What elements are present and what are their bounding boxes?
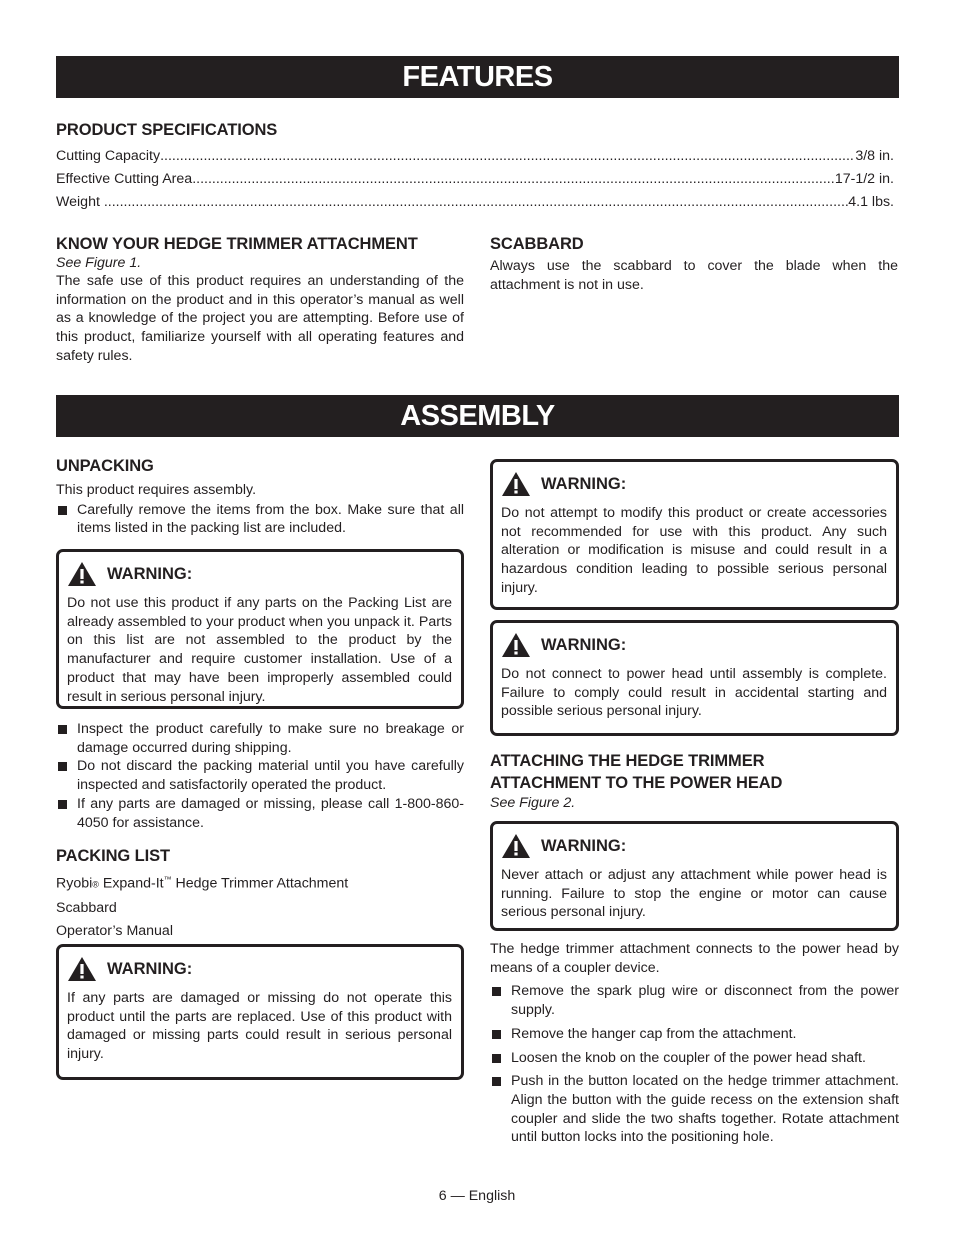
spec-label: Cutting Capacity [56, 148, 161, 164]
scabbard-body: Always use the scabbard to cover the blade when the attachment is not in use. [490, 258, 898, 293]
list-item: Remove the hanger cap from the attachment. [490, 1025, 899, 1044]
list-item: Remove the spark plug wire or disconnect from the power supply. [490, 982, 899, 1019]
warning-title: WARNING: [107, 959, 193, 978]
packing-item-trimmer [56, 871, 464, 894]
attaching-heading-line2: ATTACHMENT TO THE POWER HEAD [490, 774, 783, 792]
packing-item-scabbard: Scabbard [56, 899, 117, 916]
spec-value: 3/8 in. [855, 148, 894, 164]
spec-value: 17-1/2 in. [834, 171, 894, 187]
packing-list-section [56, 847, 464, 941]
unpacking-list-1 [56, 501, 464, 538]
attaching-list [490, 982, 899, 1147]
packing-list-heading: PACKING LIST [56, 847, 170, 865]
unpacking-intro: This product requires assembly. [56, 482, 257, 498]
trademark-mark: ™ [163, 875, 172, 884]
unpacking-list-2-wrap [56, 720, 464, 832]
list-item: Inspect the product carefully to make sure no breakage or damage occurred during shipping. [56, 720, 464, 757]
warning-title: WARNING: [541, 635, 627, 654]
spec-label: Weight [56, 194, 104, 210]
warning-header [67, 955, 452, 983]
scabbard-section [490, 235, 898, 294]
warning-triangle-icon [67, 561, 97, 587]
warning-body: Do not attempt to modify this product or create accessories not recommended for use with this product. Any such alteration or modification is misuse and could result in a hazardous condition leading to possible serious personal injury. [501, 505, 887, 596]
warning-box-modify [490, 459, 899, 610]
attaching-heading [490, 750, 899, 794]
warning-body: If any parts are damaged or missing do not operate this product until the parts are replaced. Use of this product with damaged or missing parts could result in serious personal injury. [67, 990, 452, 1063]
warning-header [501, 832, 887, 860]
attaching-heading-line1: ATTACHING THE HEDGE TRIMMER [490, 752, 765, 770]
warning-title: WARNING: [541, 474, 627, 493]
features-banner: FEATURES [56, 56, 899, 98]
page-footer: 6 — English [438, 1188, 516, 1204]
spec-row-cutting-capacity [56, 147, 894, 165]
leader-dots [160, 147, 855, 165]
registered-mark: ® [92, 879, 99, 890]
spec-value: 4.1 lbs. [848, 194, 894, 210]
warning-header [501, 631, 887, 659]
unpacking-section [56, 457, 464, 538]
packing-item-manual: Operator’s Manual [56, 923, 173, 940]
see-figure-2: See Figure 2. [490, 795, 576, 811]
attaching-steps [490, 940, 899, 1147]
product-name-suffix: Hedge Trimmer Attachment [171, 875, 349, 892]
scabbard-heading: SCABBARD [490, 235, 584, 253]
know-your-attachment-section [56, 235, 464, 366]
list-item: Do not discard the packing material until you have carefully inspected and satisfactorily operated the product. [56, 757, 464, 794]
assembly-banner: ASSEMBLY [56, 395, 899, 437]
list-item: Carefully remove the items from the box. Make sure that all items listed in the packing list are included. [56, 501, 464, 538]
spec-row-effective-cutting-area [56, 170, 894, 188]
list-item: If any parts are damaged or missing, please call 1-800-860-4050 for assistance. [56, 795, 464, 832]
brand-name: Ryobi [56, 875, 93, 892]
product-specifications-heading: PRODUCT SPECIFICATIONS [56, 121, 278, 139]
warning-triangle-icon [501, 833, 531, 859]
warning-header [67, 560, 452, 588]
see-figure-1: See Figure 1. [56, 255, 142, 271]
warning-body: Never attach or adjust any attachment while power head is running. Failure to stop the engine or motor can cause serious personal injury. [501, 867, 887, 921]
warning-header [501, 470, 887, 498]
warning-body: Do not use this product if any parts on the Packing List are already assembled to your product when you unpack it. Parts on this list are not assembled to the product by the manufacturer and require customer installation. Use of a product that may have been improperly assembled could result in serious personal injury. [67, 595, 452, 705]
know-your-attachment-body: The safe use of this product requires an understanding of the information on the product and in this operator’s manual as well as a knowledge of the project you are attempting. Before use of this product, familiarize yourself with all operating features and safety rules. [56, 273, 464, 364]
warning-triangle-icon [501, 471, 531, 497]
warning-box-packing-list [56, 549, 464, 709]
warning-box-attach [490, 821, 899, 931]
attaching-intro: The hedge trimmer attachment connects to the power head by means of a coupler device. [490, 941, 899, 976]
unpacking-heading: UNPACKING [56, 457, 154, 475]
warning-triangle-icon [501, 632, 531, 658]
list-item: Loosen the knob on the coupler of the power head shaft. [490, 1049, 899, 1068]
warning-box-connect [490, 620, 899, 736]
unpacking-list-2 [56, 720, 464, 832]
warning-title: WARNING: [107, 564, 193, 583]
warning-box-damaged-parts [56, 944, 464, 1080]
attaching-section [490, 750, 899, 812]
leader-dots [192, 170, 835, 188]
list-item: Push in the button located on the hedge trimmer attachment. Align the button with the guide recess on the extension shaft coupler and slide the two shafts together. Rotate attachment until button locks into the positioning hole. [490, 1072, 899, 1147]
leader-dots [104, 193, 848, 211]
warning-triangle-icon [67, 956, 97, 982]
know-your-attachment-heading: KNOW YOUR HEDGE TRIMMER ATTACHMENT [56, 235, 418, 253]
spec-row-weight [56, 193, 894, 211]
warning-title: WARNING: [541, 836, 627, 855]
product-name: Expand-It [98, 875, 164, 892]
spec-label: Effective Cutting Area [56, 171, 193, 187]
warning-body: Do not connect to power head until assembly is complete. Failure to comply could result in accidental starting and possible serious personal injury. [501, 666, 887, 720]
